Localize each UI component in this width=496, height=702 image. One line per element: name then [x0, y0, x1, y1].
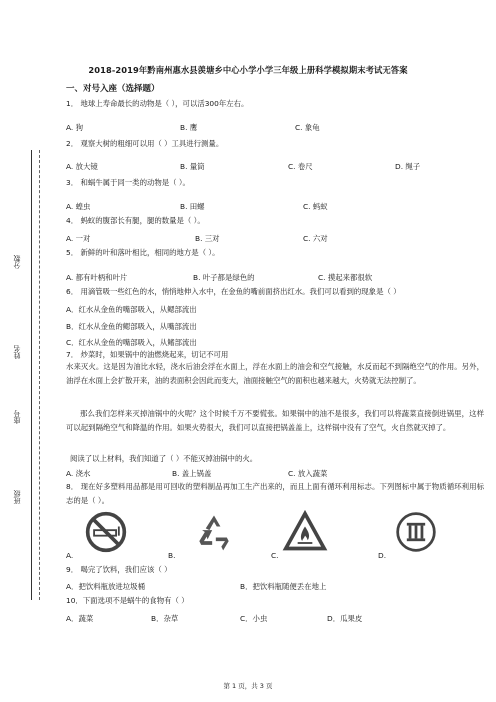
q8-option-b: B. — [168, 551, 176, 560]
q10-option-a: A．蔬菜 — [66, 614, 94, 623]
q6-option-b: B．红水从金鱼的鳃部吸入，从嘴部流出 — [66, 322, 197, 331]
question-5: 5． 新鲜的叶和落叶相比，相同的地方是（ ）。 — [66, 248, 220, 257]
q5-option-a: A. 都有叶柄和叶片 — [66, 273, 128, 282]
q8-option-a: A. — [66, 551, 74, 560]
q4-option-c: C. 六对 — [303, 234, 328, 243]
margin-line — [31, 150, 32, 600]
q3-option-c: C. 蚂蚁 — [303, 202, 328, 211]
q7-prompt: 阅读了以上材料，我们知道了（ ）不能灭掉油锅中的火。 — [70, 454, 258, 463]
recycle-icon — [190, 510, 238, 554]
page-title: 2018-2019年黔南州惠水县羡塘乡中心小学小学三年级上册科学模拟期末考试无答案 — [88, 65, 408, 75]
q2-option-d: D. 绳子 — [395, 162, 421, 171]
question-10: 10．下面选项不是蜗牛的食物有（ ） — [66, 596, 189, 605]
packaging-symbol-icon — [392, 510, 440, 554]
margin-label-seat: 座号 — [13, 410, 21, 424]
q5-option-c: C. 摸起来都很软 — [318, 273, 373, 282]
q7-option-b: B. 盖上锅盖 — [172, 469, 212, 478]
no-smoking-icon — [82, 510, 130, 554]
q3-option-a: A. 蝗虫 — [66, 202, 91, 211]
q2-option-a: A. 放大镜 — [66, 162, 98, 171]
q9-option-a: A．把饮料瓶放进垃圾桶 — [66, 582, 145, 591]
page-footer: 第 1 页，共 3 页 — [223, 682, 273, 690]
margin-label-score: 分数 — [13, 255, 21, 269]
q7-option-a: A. 浇水 — [66, 469, 91, 478]
q3-option-b: B. 田螺 — [180, 202, 205, 211]
q2-option-c: C. 卷尺 — [288, 162, 313, 171]
fire-warning-icon — [281, 510, 329, 554]
question-6: 6． 用滴管吸一些红色的水，悄悄地伸入水中，在金鱼的嘴前面挤出红水。我们可以看到的现象是（ ） — [66, 287, 401, 296]
q6-option-a: A．红水从金鱼的嘴部吸入，从鳃部流出 — [66, 305, 197, 314]
question-7: 7． 炒菜时，如果锅中的油燃烧起来，切记不可用 — [66, 350, 229, 359]
section-heading: 一、对号入座（选择题） — [66, 84, 160, 94]
q1-option-a: A. 狗 — [66, 123, 84, 132]
margin-label-class: 班级 — [13, 490, 21, 504]
margin-label-name: 姓名 — [13, 345, 21, 359]
q7-option-c: C. 放入蔬菜 — [288, 469, 328, 478]
question-2: 2． 观察大树的粗细可以用（ ）工具进行测量。 — [66, 139, 224, 148]
q7-passage-2: 那么我们怎样来灭掉油锅中的火呢？这个时候千万不要慌张。如果锅中的油不是很多，我们可以将蔬菜直接倒进锅里，这样可以起到隔绝空气和降温的作用。如果火势很大，我们可以直接把锅盖盖上，这样锅中没有了空气，火自然就灭掉了。 — [66, 409, 484, 432]
q7-passage-1: 水来灭火。这是因为油比水轻，浇水后油会浮在水面上，浮在水面上的油会和空气接触，水反而起不到隔绝空气的作用。另外，油浮在水面上会扩散开来，油的表面积会因此而变大，油面接触空气的面积也越来越大，火势就无法控制了。 — [66, 362, 484, 385]
q6-option-c: C．红水从金鱼的嘴部吸入，从鳍部流出 — [66, 338, 197, 347]
q8-option-d: D. — [378, 551, 387, 560]
q2-option-b: B. 量筒 — [180, 162, 205, 171]
margin-dashed-line — [39, 150, 40, 600]
q1-option-c: C. 象龟 — [295, 123, 320, 132]
q4-option-b: B. 三对 — [195, 234, 220, 243]
question-4: 4． 蚂蚁的腹部长有腿，腿的数量是（ ）。 — [66, 216, 205, 225]
q10-option-c: C．小虫 — [240, 614, 268, 623]
q5-option-b: B. 叶子都是绿色的 — [193, 273, 255, 282]
q9-option-b: B．把饮料瓶随便丢在地上 — [240, 582, 327, 591]
question-9: 9． 喝完了饮料，我们应该（ ） — [66, 565, 172, 574]
q1-option-b: B. 鹰 — [180, 123, 198, 132]
question-8: 8． 现在好多塑料用品都是用可回收的塑料制品再加工生产出来的，而且上面有循环利用标志。下列图标中属于物质循环利用标志的是（ ）。 — [66, 482, 484, 505]
question-1: 1． 地球上寿命最长的动物是（ ），可以活300年左右。 — [66, 99, 249, 108]
q4-option-a: A. 一对 — [66, 234, 91, 243]
q10-option-b: B．杂草 — [151, 614, 179, 623]
question-3: 3． 和蜗牛属于同一类的动物是（ ）。 — [66, 178, 190, 187]
q8-option-c: C. — [271, 551, 279, 560]
q10-option-d: D．瓜果皮 — [327, 614, 363, 623]
